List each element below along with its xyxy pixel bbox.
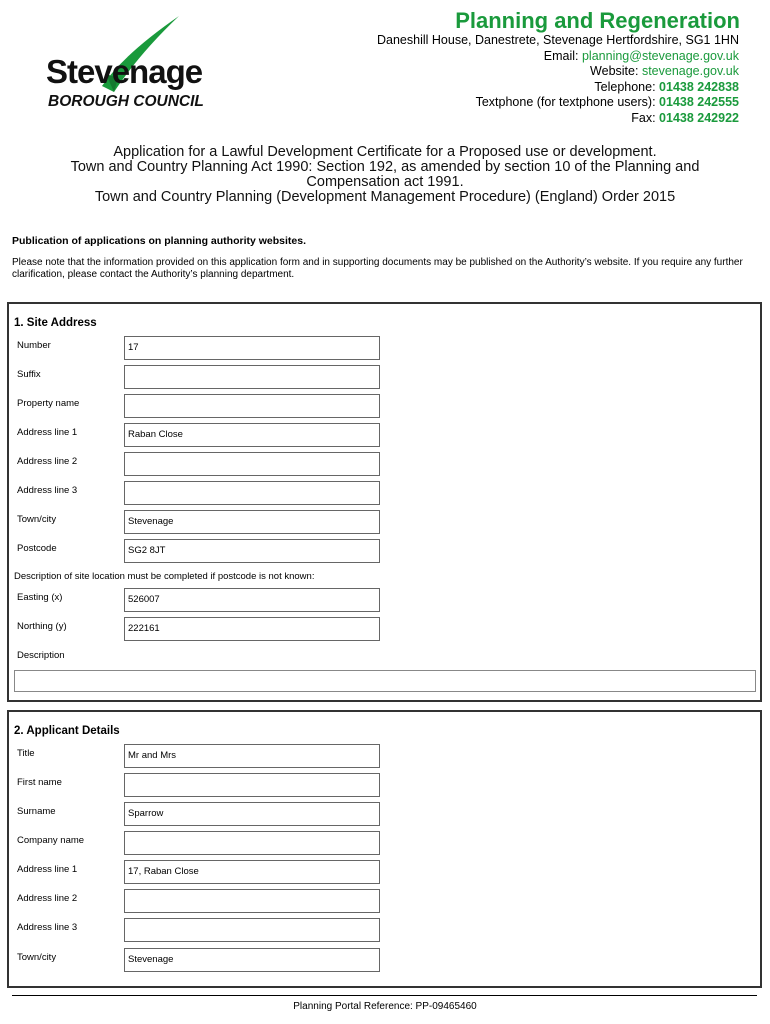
textphone-label: Textphone (for textphone users): [475, 95, 656, 109]
site-address-section [7, 302, 762, 702]
field-label: Address line 1 [17, 427, 78, 438]
applicant-details-section [7, 710, 762, 988]
field-label: Postcode [17, 543, 57, 554]
form-title [0, 145, 770, 205]
footer-divider [12, 995, 757, 996]
field-label: Property name [17, 398, 80, 409]
site-address-line-3-field[interactable] [124, 481, 380, 505]
field-label: Address line 3 [17, 485, 78, 496]
location-note: Description of site location must be completed if postcode is not known: [14, 571, 315, 582]
northing-field[interactable]: 222161 [124, 617, 380, 641]
applicant-address-line-3-field[interactable] [124, 918, 380, 942]
website-link[interactable]: stevenage.gov.uk [641, 64, 739, 78]
field-label: Title [17, 748, 35, 759]
title-line-4: Town and Country Planning (Development Management Procedure) (England) Order 2015 [94, 189, 676, 205]
website-label: Website: [590, 64, 639, 78]
contact-block [377, 33, 739, 126]
field-label: Address line 2 [17, 893, 78, 904]
applicant-company-field[interactable] [124, 831, 380, 855]
field-label: First name [17, 777, 62, 788]
address-line: Daneshill House, Danestrete, Stevenage Hertfordshire, SG1 1HN [377, 33, 739, 47]
portal-reference: Planning Portal Reference: PP-09465460 [293, 1001, 477, 1012]
site-address-line-1-field[interactable]: Raban Close [124, 423, 380, 447]
easting-field[interactable]: 526007 [124, 588, 380, 612]
site-postcode-field[interactable]: SG2 8JT [124, 539, 380, 563]
field-label: Number [17, 340, 51, 351]
field-label: Description [17, 650, 65, 661]
field-label: Address line 2 [17, 456, 78, 467]
site-property-name-field[interactable] [124, 394, 380, 418]
applicant-surname-field[interactable]: Sparrow [124, 802, 380, 826]
field-label: Address line 1 [17, 864, 78, 875]
textphone-number: 01438 242555 [659, 95, 739, 109]
field-label: Northing (y) [17, 621, 67, 632]
publication-heading: Publication of applications on planning authority websites. [12, 235, 307, 247]
logo-wordmark: Stevenage [46, 53, 203, 90]
field-label: Town/city [17, 952, 57, 963]
email-label: Email: [543, 48, 579, 63]
publication-notice: Please note that the information provided on this application form and in supporting documents may be published on the Authority’s website. If you require any further clarification, please contact the Authority’s planning department. [12, 257, 743, 280]
site-town-field[interactable]: Stevenage [124, 510, 380, 534]
site-suffix-field[interactable] [124, 365, 380, 389]
field-label: Address line 3 [17, 922, 78, 933]
applicant-address-line-2-field[interactable] [124, 889, 380, 913]
logo-subtitle: BOROUGH COUNCIL [48, 93, 204, 110]
applicant-address-line-1-field[interactable]: 17, Raban Close [124, 860, 380, 884]
applicant-first-name-field[interactable] [124, 773, 380, 797]
field-label: Easting (x) [17, 592, 63, 603]
field-label: Suffix [17, 369, 41, 380]
department-title: Planning and Regeneration [455, 8, 740, 33]
fax-label: Fax: [631, 110, 656, 125]
site-number-field[interactable]: 17 [124, 336, 380, 360]
telephone-number: 01438 242838 [659, 79, 739, 94]
telephone-label: Telephone: [594, 79, 656, 94]
fax-number: 01438 242922 [659, 110, 739, 125]
title-line-3: Compensation act 1991. [306, 174, 464, 190]
site-address-line-2-field[interactable] [124, 452, 380, 476]
site-description-field[interactable] [14, 670, 756, 692]
field-label: Surname [17, 806, 56, 817]
applicant-title-field[interactable]: Mr and Mrs [124, 744, 380, 768]
section-title: 2. Applicant Details [14, 725, 120, 737]
applicant-town-field[interactable]: Stevenage [124, 948, 380, 972]
field-label: Town/city [17, 514, 57, 525]
field-label: Company name [17, 835, 85, 846]
title-line-1: Application for a Lawful Development Certificate for a Proposed use or development. [113, 144, 657, 160]
title-line-2: Town and Country Planning Act 1990: Section 192, as amended by section 10 of the Planning and [70, 159, 700, 175]
email-link[interactable]: planning@stevenage.gov.uk [581, 48, 739, 63]
section-title: 1. Site Address [14, 317, 97, 329]
